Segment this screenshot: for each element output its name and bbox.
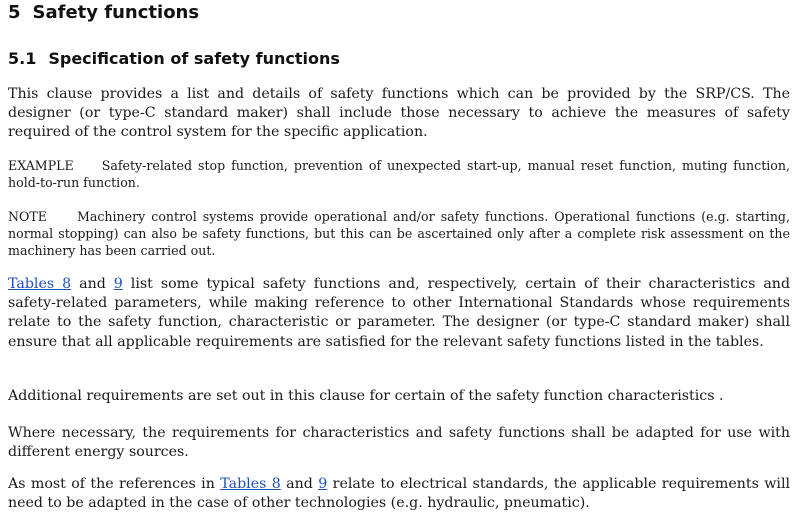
references-and-text: and: [286, 476, 313, 492]
references-tables-8-link[interactable]: Tables 8: [220, 476, 281, 492]
table-9-link[interactable]: 9: [113, 276, 123, 292]
references-table-9-link[interactable]: 9: [318, 476, 328, 492]
example-label: EXAMPLE: [8, 158, 74, 173]
tables-paragraph-text: list some typical safety functions and, respectively, certain of their characteristics and safety-related parameters, while making reference to other International Standards whose requirements relate to the safety function, characteristic or parameter. The designer (or type-C standard maker) shall ensure that all applicable requirements are satisfied for the relevant safety functions listed in the tables.: [8, 276, 791, 350]
subsection-title: Specification of safety functions: [48, 49, 340, 68]
example-text: Safety-related stop function, prevention of unexpected start-up, manual reset function, muting function, hold-to-run function.: [8, 158, 790, 190]
note-paragraph: [8, 208, 790, 259]
where-paragraph: Where necessary, the requirements for characteristics and safety functions shall be adapted for use with different energy sources.: [8, 425, 790, 461]
references-before-text: As most of the references in: [8, 476, 215, 492]
subsection-number: 5.1: [8, 49, 37, 68]
additional-paragraph: Additional requirements are set out in this clause for certain of the safety function characteristics .: [8, 388, 724, 404]
note-text: Machinery control systems provide operational and/or safety functions. Operational functions (e.g. starting, normal stopping) can also be safety functions, but this can be ascertained only after a complete risk assessment on the machinery has been carried out.: [8, 209, 790, 258]
section-title: Safety functions: [32, 2, 200, 23]
subsection-heading: [8, 49, 340, 68]
example-paragraph: [8, 157, 790, 191]
references-after-text: relate to electrical standards, the applicable requirements will need to be adapted in the case of other technologies (e.g. hydraulic, pneumatic).: [8, 476, 791, 512]
note-label: NOTE: [8, 209, 47, 224]
section-heading: [8, 2, 199, 23]
tables-8-link[interactable]: Tables 8: [8, 276, 72, 292]
tables-and-text: and: [79, 276, 106, 292]
references-paragraph: [8, 475, 790, 513]
section-number: 5: [8, 2, 21, 23]
tables-paragraph: [8, 275, 790, 352]
intro-paragraph: This clause provides a list and details of safety functions which can be provided by the SRP/CS. The designer (or type-C standard maker) shall include those necessary to achieve the measures of safety required of the control system for the specific application.: [8, 86, 790, 141]
